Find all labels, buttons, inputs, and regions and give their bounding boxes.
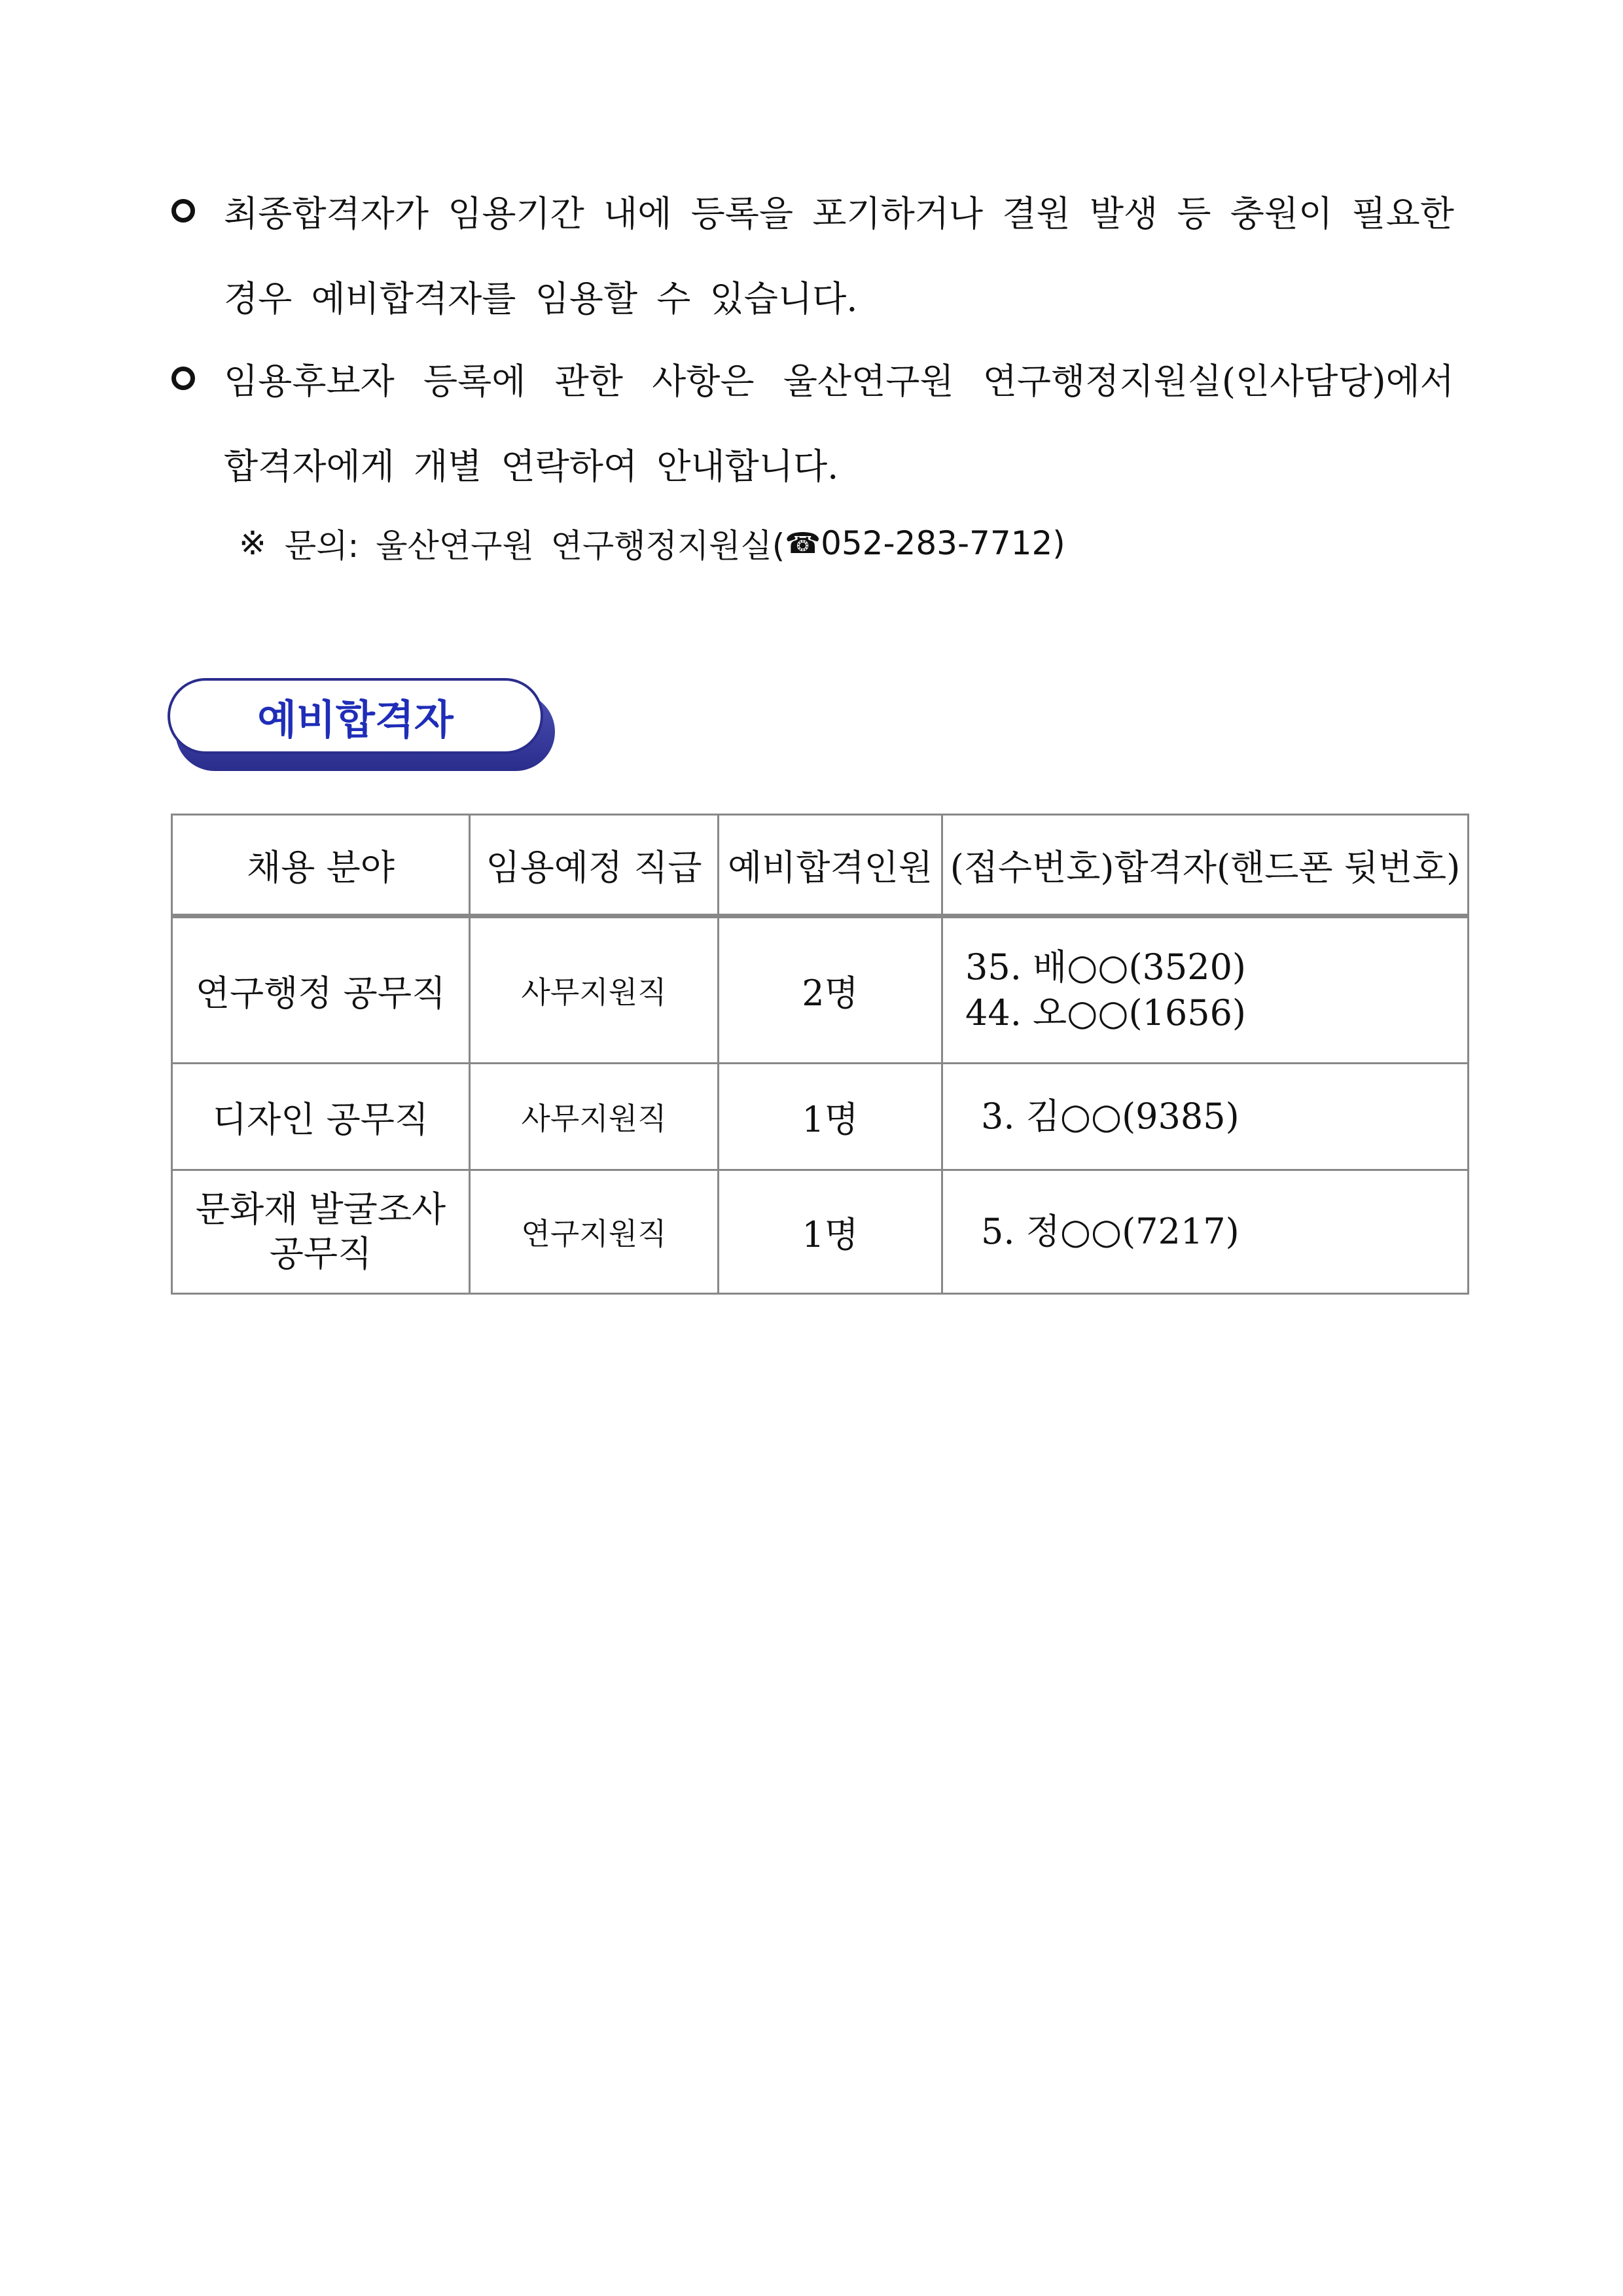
- reference-mark: ※: [239, 524, 266, 562]
- candidate-entry: 35. 배○○(3520): [965, 946, 1247, 988]
- bullet-continuation: 합격자에게 개별 연락하여 안내합니다.: [224, 445, 839, 487]
- candidate-entry: 3. 김○○(9385): [981, 1096, 1240, 1137]
- word: 사항은: [652, 360, 755, 402]
- rank-cell: 사무지원직: [470, 1064, 719, 1170]
- contact-note: [239, 517, 1065, 569]
- candidates-cell: [942, 916, 1469, 1064]
- word: 포기하거나: [812, 192, 984, 234]
- field-cell: 연구행정 공무직: [172, 916, 470, 1064]
- header-count: 예비합격인원: [719, 815, 942, 916]
- bullet-text: [224, 186, 1454, 236]
- field-cell: 디자인 공무직: [172, 1064, 470, 1170]
- header-candidates: (접수번호)합격자(핸드폰 뒷번호): [942, 815, 1469, 916]
- word: 연구행정지원실(인사담당)에서: [982, 360, 1454, 402]
- header-field: 채용 분야: [172, 815, 470, 916]
- table-row: [172, 1170, 1469, 1294]
- table-row: [172, 1064, 1469, 1170]
- candidates-cell: [942, 1170, 1469, 1294]
- word: 필요한: [1351, 192, 1454, 234]
- count-cell: 2명: [719, 916, 942, 1064]
- candidates-cell: [942, 1064, 1469, 1170]
- bullet-line: [171, 185, 1454, 237]
- hollow-circle-bullet-icon: [171, 199, 195, 223]
- table-header-row: [172, 815, 1469, 916]
- word: 등: [1177, 192, 1211, 234]
- word: 최종합격자가: [224, 192, 429, 234]
- word: 결원: [1002, 192, 1071, 234]
- hollow-circle-bullet-icon: [171, 367, 195, 390]
- rank-cell: 연구지원직: [470, 1170, 719, 1294]
- rank-cell: 사무지원직: [470, 916, 719, 1064]
- note-text: 문의: 울산연구원 연구행정지원실(: [284, 527, 785, 565]
- note-close: ): [1052, 524, 1065, 562]
- word: 내에: [603, 192, 672, 234]
- word: 발생: [1089, 192, 1158, 234]
- phone-number: 052-283-7712: [821, 524, 1053, 562]
- bullet-continuation: 경우 예비합격자를 임용할 수 있습니다.: [224, 278, 858, 319]
- word: 관한: [554, 360, 623, 402]
- table-row: [172, 916, 1469, 1064]
- count-cell: 1명: [719, 1064, 942, 1170]
- header-rank: 임용예정 직급: [470, 815, 719, 916]
- telephone-icon: ☎: [785, 526, 821, 560]
- bullet-line: [171, 352, 1454, 404]
- candidate-entry: 5. 정○○(7217): [981, 1211, 1240, 1252]
- section-badge: [168, 678, 558, 774]
- bullet-item-1: [171, 185, 1454, 322]
- bullet-text: [224, 353, 1454, 404]
- candidate-entry: 44. 오○○(1656): [965, 992, 1247, 1033]
- field-line: 문화재 발굴조사: [195, 1189, 446, 1230]
- word: 등록에: [423, 360, 526, 402]
- reserve-candidates-table: [171, 814, 1467, 1295]
- word: 등록을: [690, 192, 794, 234]
- word: 충원이: [1230, 192, 1333, 234]
- bullet-item-2: [171, 352, 1454, 490]
- section-title: 예비합격자: [168, 678, 543, 754]
- field-cell: [172, 1170, 470, 1294]
- count-cell: 1명: [719, 1170, 942, 1294]
- word: 임용후보자: [224, 360, 395, 402]
- word: 울산연구원: [783, 360, 954, 402]
- word: 임용기간: [448, 192, 584, 234]
- field-line: 공무직: [269, 1233, 372, 1274]
